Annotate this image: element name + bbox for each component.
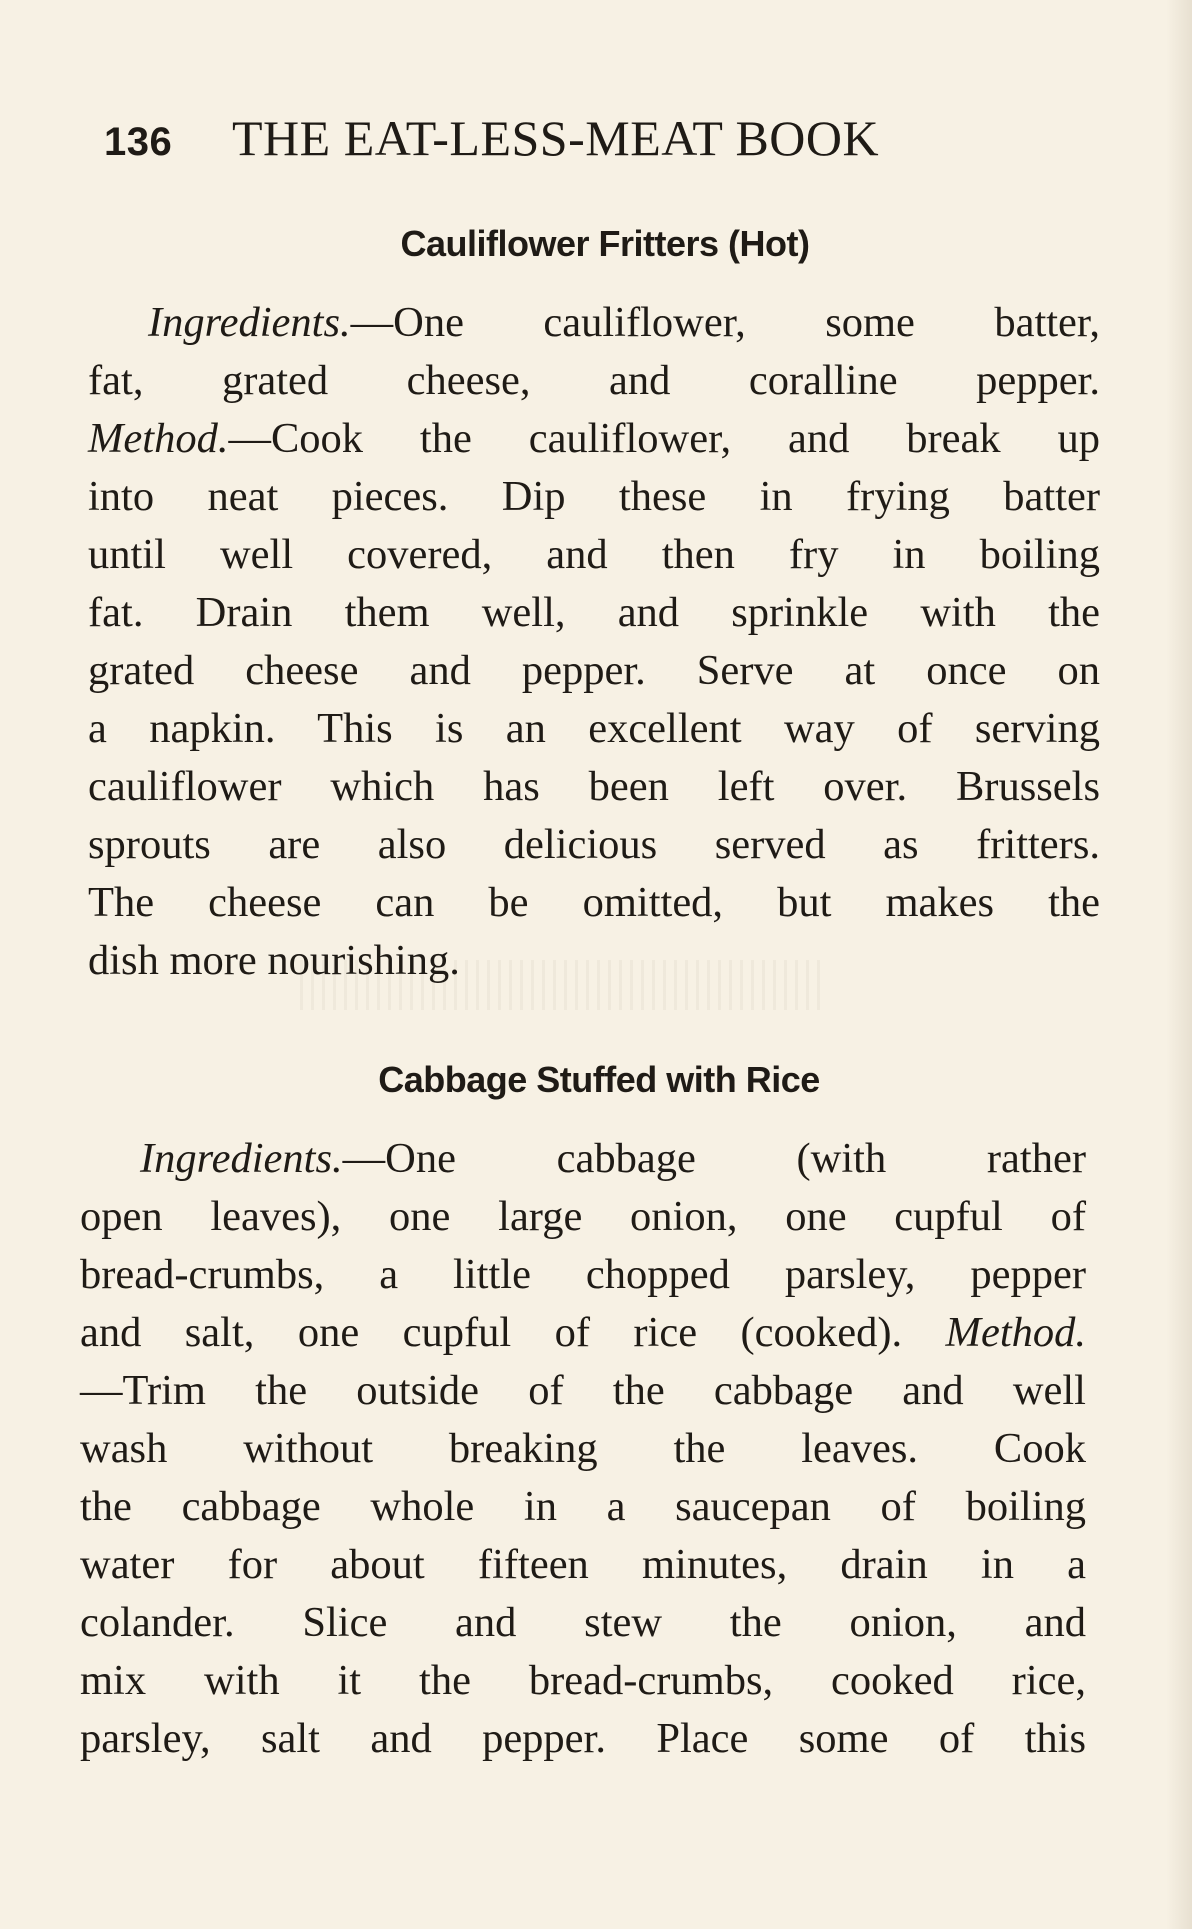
text-line: open leaves), one large onion, one cupful of xyxy=(80,1193,1086,1240)
ingredients-label: Ingredients. xyxy=(148,299,351,346)
text-line: parsley, salt and pepper. Place some of this xyxy=(80,1715,1086,1762)
text-line: a napkin. This is an excellent way of serving xyxy=(88,705,1100,752)
text-line: fat, grated cheese, and coralline pepper. xyxy=(88,357,1100,404)
text-line: The cheese can be omitted, but makes the xyxy=(88,879,1100,926)
method-label: Method. xyxy=(88,415,229,462)
recipe-title: Cabbage Stuffed with Rice xyxy=(378,1059,820,1100)
recipe-title: Cauliflower Fritters (Hot) xyxy=(400,223,810,264)
text-line: sprouts are also delicious served as fritters. xyxy=(88,821,1100,868)
text-line: mix with it the bread-crumbs, cooked rice, xyxy=(80,1657,1086,1704)
text-line: into neat pieces. Dip these in frying batter xyxy=(88,473,1100,520)
page-number: 136 xyxy=(104,120,173,164)
text-line: wash without breaking the leaves. Cook xyxy=(80,1425,1086,1472)
text-line: the cabbage whole in a saucepan of boiling xyxy=(80,1483,1086,1530)
method-label: Method. xyxy=(945,1309,1086,1356)
page-edge-shadow xyxy=(1166,0,1192,1929)
text-line: cauliflower which has been left over. Brussels xyxy=(88,763,1100,810)
text-line: fat. Drain them well, and sprinkle with the xyxy=(88,589,1100,636)
page-header xyxy=(104,108,1004,168)
text-line: Ingredients.—One cauliflower, some batter, xyxy=(148,299,1100,346)
recipe-body xyxy=(88,294,1100,990)
text-line: bread-crumbs, a little chopped parsley, pepper xyxy=(80,1251,1086,1298)
text-line: colander. Slice and stew the onion, and xyxy=(80,1599,1086,1646)
ingredients-label: Ingredients. xyxy=(140,1135,343,1182)
text-line: water for about fifteen minutes, drain in a xyxy=(80,1541,1086,1588)
text-line: grated cheese and pepper. Serve at once on xyxy=(88,647,1100,694)
recipe-body xyxy=(80,1130,1086,1768)
text-line: Ingredients.—One cabbage (with rather xyxy=(140,1135,1086,1182)
text-line: dish more nourishing. xyxy=(88,937,460,984)
running-title: THE EAT-LESS-MEAT BOOK xyxy=(232,110,880,166)
text-line: Method.—Cook the cauliflower, and break up xyxy=(88,415,1100,462)
text-line: until well covered, and then fry in boiling xyxy=(88,531,1100,578)
text-line: and salt, one cupful of rice (cooked). Method. xyxy=(80,1309,1086,1356)
text-line: —Trim the outside of the cabbage and well xyxy=(80,1367,1086,1414)
